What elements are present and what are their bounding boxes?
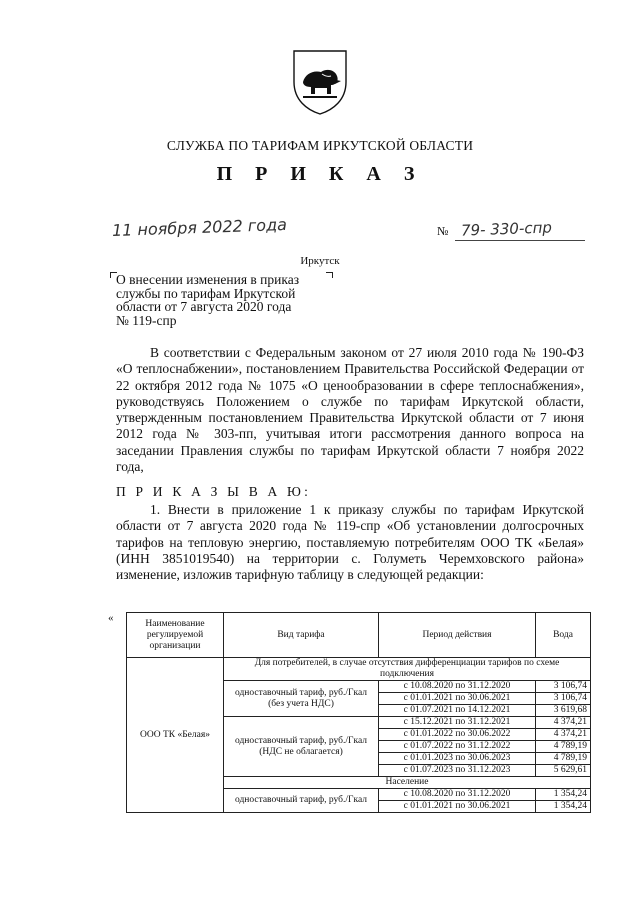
value-cell: 3 106,74 xyxy=(536,681,591,693)
handwritten-number: 79- 330-спр xyxy=(460,218,553,240)
city-name: Иркутск xyxy=(300,255,340,267)
tariff-type-cell: одноставочный тариф, руб./Гкал (НДС не облагается) xyxy=(224,717,379,777)
value-cell: 3 106,74 xyxy=(536,693,591,705)
subject-line: № 119-спр xyxy=(116,312,177,328)
table-header-row xyxy=(127,613,591,658)
value-cell: 4 374,21 xyxy=(536,717,591,729)
order-word: П Р И К А З Ы В А Ю: xyxy=(116,484,312,499)
period-cell: с 01.01.2021 по 30.06.2021 xyxy=(379,693,536,705)
period-cell: с 15.12.2021 по 31.12.2021 xyxy=(379,717,536,729)
subject-block xyxy=(116,273,338,327)
document-type-title: П Р И К А З xyxy=(216,163,424,185)
handwritten-date: 11 ноября 2022 года xyxy=(111,214,288,241)
header-water: Вода xyxy=(536,613,591,658)
period-cell: с 01.01.2021 по 30.06.2021 xyxy=(379,801,536,813)
section-consumers: Для потребителей, в случае отсутствия дифференциации тарифов по схеме подключения xyxy=(224,658,591,681)
preamble-paragraph: В соответствии с Федеральным законом от 27 июля 2010 года № 190-ФЗ «О теплоснабжении», постановлением Правительства Российской Федерации от 22 октября 2012 года № 1075 «О ценообразовании в сфере теплоснабжения», руководствуясь Положением о службе по тарифам Иркутской области, утвержденным постановлением Правительства Иркутской области от 7 июня 2012 года № 303-пп, учитывая итоги рассмотрения данного вопроса на заседании Правления службы по тарифам Иркутской области 7 ноября 2022 года, xyxy=(116,345,584,475)
number-underline xyxy=(455,240,585,241)
clause-1-paragraph: 1. Внести в приложение 1 к приказу службы по тарифам Иркутской области от 7 августа 2020 года № 119-спр «Об установлении долгосрочных тарифов на тепловую энергию, поставляемую потребителям ООО ТК «Белая» (ИНН 3851019540) на территории с. Голуметь Черемховского района» изменение, изложив тарифную таблицу в следующей редакции: xyxy=(116,502,584,583)
coat-of-arms-icon xyxy=(291,48,349,116)
period-cell: с 01.07.2022 по 31.12.2022 xyxy=(379,741,536,753)
org-name-cell: ООО ТК «Белая» xyxy=(127,658,224,813)
tariff-type-cell: одноставочный тариф, руб./Гкал xyxy=(224,789,379,813)
value-cell: 1 354,24 xyxy=(536,801,591,813)
table-row xyxy=(127,658,591,681)
number-sign: № xyxy=(437,224,449,238)
agency-name: СЛУЖБА ПО ТАРИФАМ ИРКУТСКОЙ ОБЛАСТИ xyxy=(166,138,474,153)
tariff-table xyxy=(126,612,591,813)
tariff-type-cell: одноставочный тариф, руб./Гкал (без учета НДС) xyxy=(224,681,379,717)
header-period: Период действия xyxy=(379,613,536,658)
period-cell: с 01.07.2023 по 31.12.2023 xyxy=(379,765,536,777)
header-org: Наименование регулируемой организации xyxy=(127,613,224,658)
period-cell: с 01.07.2021 по 14.12.2021 xyxy=(379,705,536,717)
value-cell: 3 619,68 xyxy=(536,705,591,717)
section-population: Население xyxy=(224,777,591,789)
period-cell: с 10.08.2020 по 31.12.2020 xyxy=(379,789,536,801)
period-cell: с 10.08.2020 по 31.12.2020 xyxy=(379,681,536,693)
opening-quote: « xyxy=(108,612,114,624)
subject-line: области от 7 августа 2020 года xyxy=(116,299,292,314)
period-cell: с 01.01.2022 по 30.06.2022 xyxy=(379,729,536,741)
value-cell: 5 629,61 xyxy=(536,765,591,777)
period-cell: с 01.01.2023 по 30.06.2023 xyxy=(379,753,536,765)
value-cell: 1 354,24 xyxy=(536,789,591,801)
header-tariff-type: Вид тарифа xyxy=(224,613,379,658)
value-cell: 4 789,19 xyxy=(536,753,591,765)
subject-line: О внесении изменения в приказ xyxy=(116,272,300,287)
subject-line: службы по тарифам Иркутской xyxy=(116,285,296,301)
value-cell: 4 789,19 xyxy=(536,741,591,753)
value-cell: 4 374,21 xyxy=(536,729,591,741)
